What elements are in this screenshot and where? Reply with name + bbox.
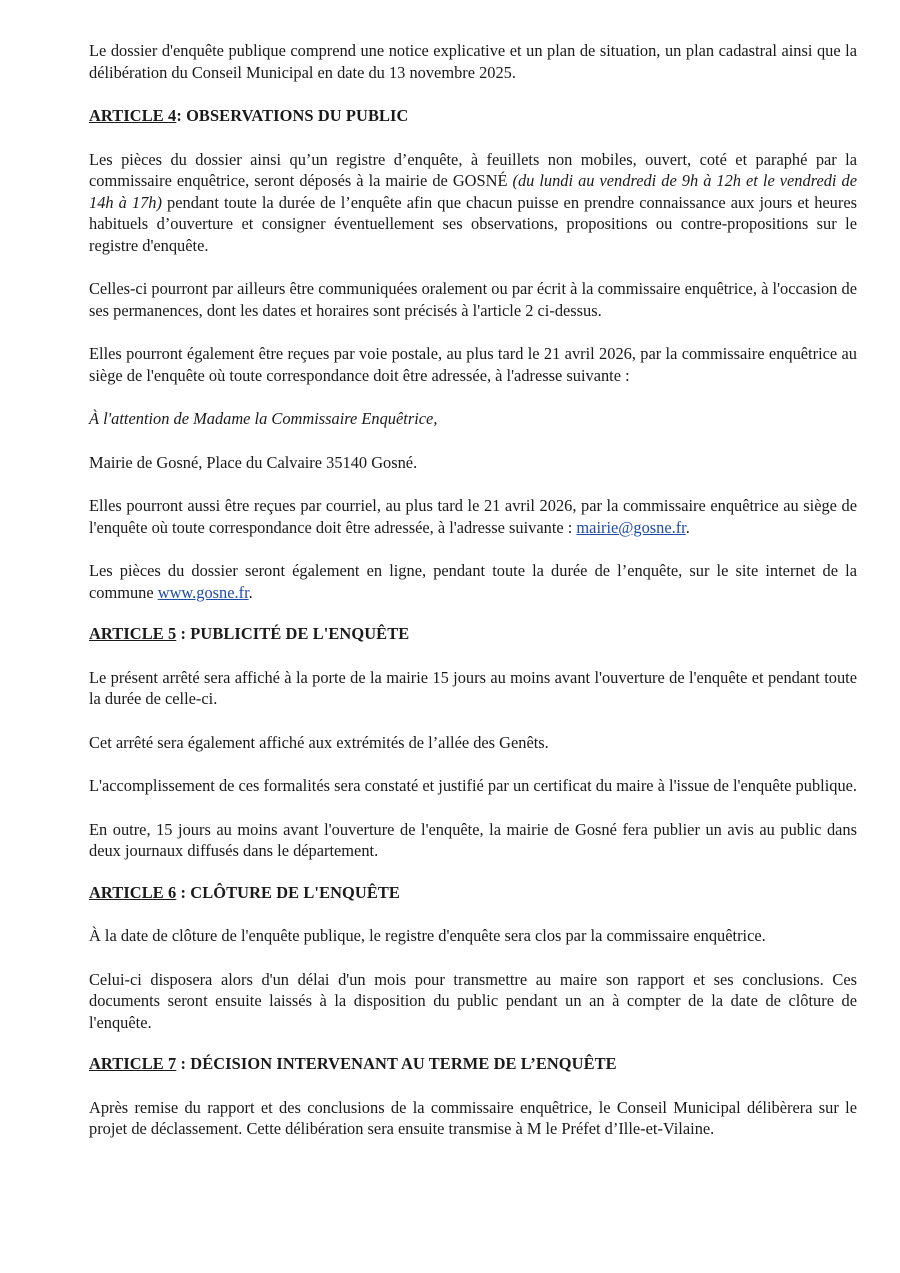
article-6-title: CLÔTURE DE L'ENQUÊTE <box>190 882 400 902</box>
email-paragraph-end: . <box>685 517 690 537</box>
article-4-number: ARTICLE 4 <box>89 106 177 125</box>
article-5-paragraph-2: Cet arrêté sera également affiché aux extrémités de l’allée des Genêts. <box>89 732 549 752</box>
article-7-heading <box>89 1053 857 1075</box>
article-4-title: OBSERVATIONS DU PUBLIC <box>186 106 409 125</box>
article-5-title: PUBLICITÉ DE L'ENQUÊTE <box>190 624 410 643</box>
article-6-heading <box>89 882 857 904</box>
article-5-number: ARTICLE 5 <box>89 624 177 643</box>
article-6-number: ARTICLE 6 <box>89 882 177 902</box>
article-4-p1-text-end: pendant toute la durée de l’enquête afin que chacun puisse en prendre connaissance aux jours et heures habituels d’ouverture et consigner éventuellement ses observations, propositions ou contre-propositions sur le registre d'enquête. <box>89 192 857 255</box>
article-6-separator: : <box>176 882 191 902</box>
postal-address: Mairie de Gosné, Place du Calvaire 35140 Gosné. <box>89 452 418 472</box>
attention-text: À l'attention de Madame la Commissaire Enquêtrice, <box>89 409 438 428</box>
website-paragraph-text: Les pièces du dossier seront également en ligne, pendant toute la durée de l’enquête, sur le site internet de la commune <box>89 561 857 602</box>
email-paragraph-text: Elles pourront aussi être reçues par courriel, au plus tard le 21 avril 2026, par la commissaire enquêtrice au siège de l'enquête où toute correspondance doit être adressée, à l'adresse suivante : <box>89 496 857 537</box>
email-link[interactable]: mairie@gosne.fr <box>576 517 686 537</box>
article-5-heading <box>89 623 857 645</box>
article-5-paragraph-3: L'accomplissement de ces formalités sera constaté et justifié par un certificat du maire à l'issue de l'enquête publique. <box>89 776 858 795</box>
article-4-separator: : <box>176 106 187 125</box>
article-4-paragraph-1 <box>89 149 857 257</box>
article-5-separator: : <box>176 624 191 643</box>
article-7-title: DÉCISION INTERVENANT AU TERME DE L’ENQUÊTE <box>190 1054 617 1073</box>
article-6-paragraph-2: Celui-ci disposera alors d'un délai d'un mois pour transmettre au maire son rapport et ses conclusions. Ces documents seront ensuite laissés à la disposition du public pendant un an à compter de la date de clôture de l'enquête. <box>89 969 857 1032</box>
article-6-paragraph-1: À la date de clôture de l'enquête publique, le registre d'enquête sera clos par la commissaire enquêtrice. <box>89 926 766 945</box>
intro-paragraph: Le dossier d'enquête publique comprend une notice explicative et un plan de situation, un plan cadastral ainsi que la délibération du Conseil Municipal en date du 13 novembre 2025. <box>89 41 857 82</box>
article-5-paragraph-1: Le présent arrêté sera affiché à la porte de la mairie 15 jours au moins avant l'ouverture de l'enquête et pendant toute la durée de celle-ci. <box>89 667 857 708</box>
website-link[interactable]: www.gosne.fr <box>157 582 249 602</box>
article-4-p1-text: Les pièces du dossier ainsi qu’un registre d’enquête, à feuillets non mobiles, ouvert, coté et paraphé par la commissaire enquêtrice, seront déposés à la mairie de GOSNÉ <box>89 149 857 190</box>
article-4-paragraph-5 <box>89 560 857 603</box>
opening-hours: (du lundi au vendredi de 9h à 12h et le vendredi de 14h à 17h) <box>89 171 857 212</box>
article-4-paragraph-4 <box>89 495 857 538</box>
article-7-separator: : <box>176 1054 191 1073</box>
website-paragraph-end: . <box>248 582 253 602</box>
article-4-heading <box>89 105 857 127</box>
article-5-paragraph-4: En outre, 15 jours au moins avant l'ouverture de l'enquête, la mairie de Gosné fera publier un avis au public dans deux journaux diffusés dans le département. <box>89 819 857 860</box>
document-body <box>89 40 857 1162</box>
article-7-paragraph-1: Après remise du rapport et des conclusions de la commissaire enquêtrice, le Conseil Municipal délibèrera sur le projet de déclassement. Cette délibération sera ensuite transmise à M le Préfet d’Ille-et-Vilaine. <box>89 1097 857 1138</box>
article-4-paragraph-3: Elles pourront également être reçues par voie postale, au plus tard le 21 avril 2026, par la commissaire enquêtrice au siège de l'enquête où toute correspondance doit être adressée, à l'adresse suivante : <box>89 344 857 385</box>
article-4-paragraph-2: Celles-ci pourront par ailleurs être communiquées oralement ou par écrit à la commissaire enquêtrice, à l'occasion de ses permanences, dont les dates et horaires sont précisés à l'article 2 ci-dessus. <box>89 279 857 320</box>
attention-line <box>89 408 857 430</box>
article-7-number: ARTICLE 7 <box>89 1054 177 1073</box>
